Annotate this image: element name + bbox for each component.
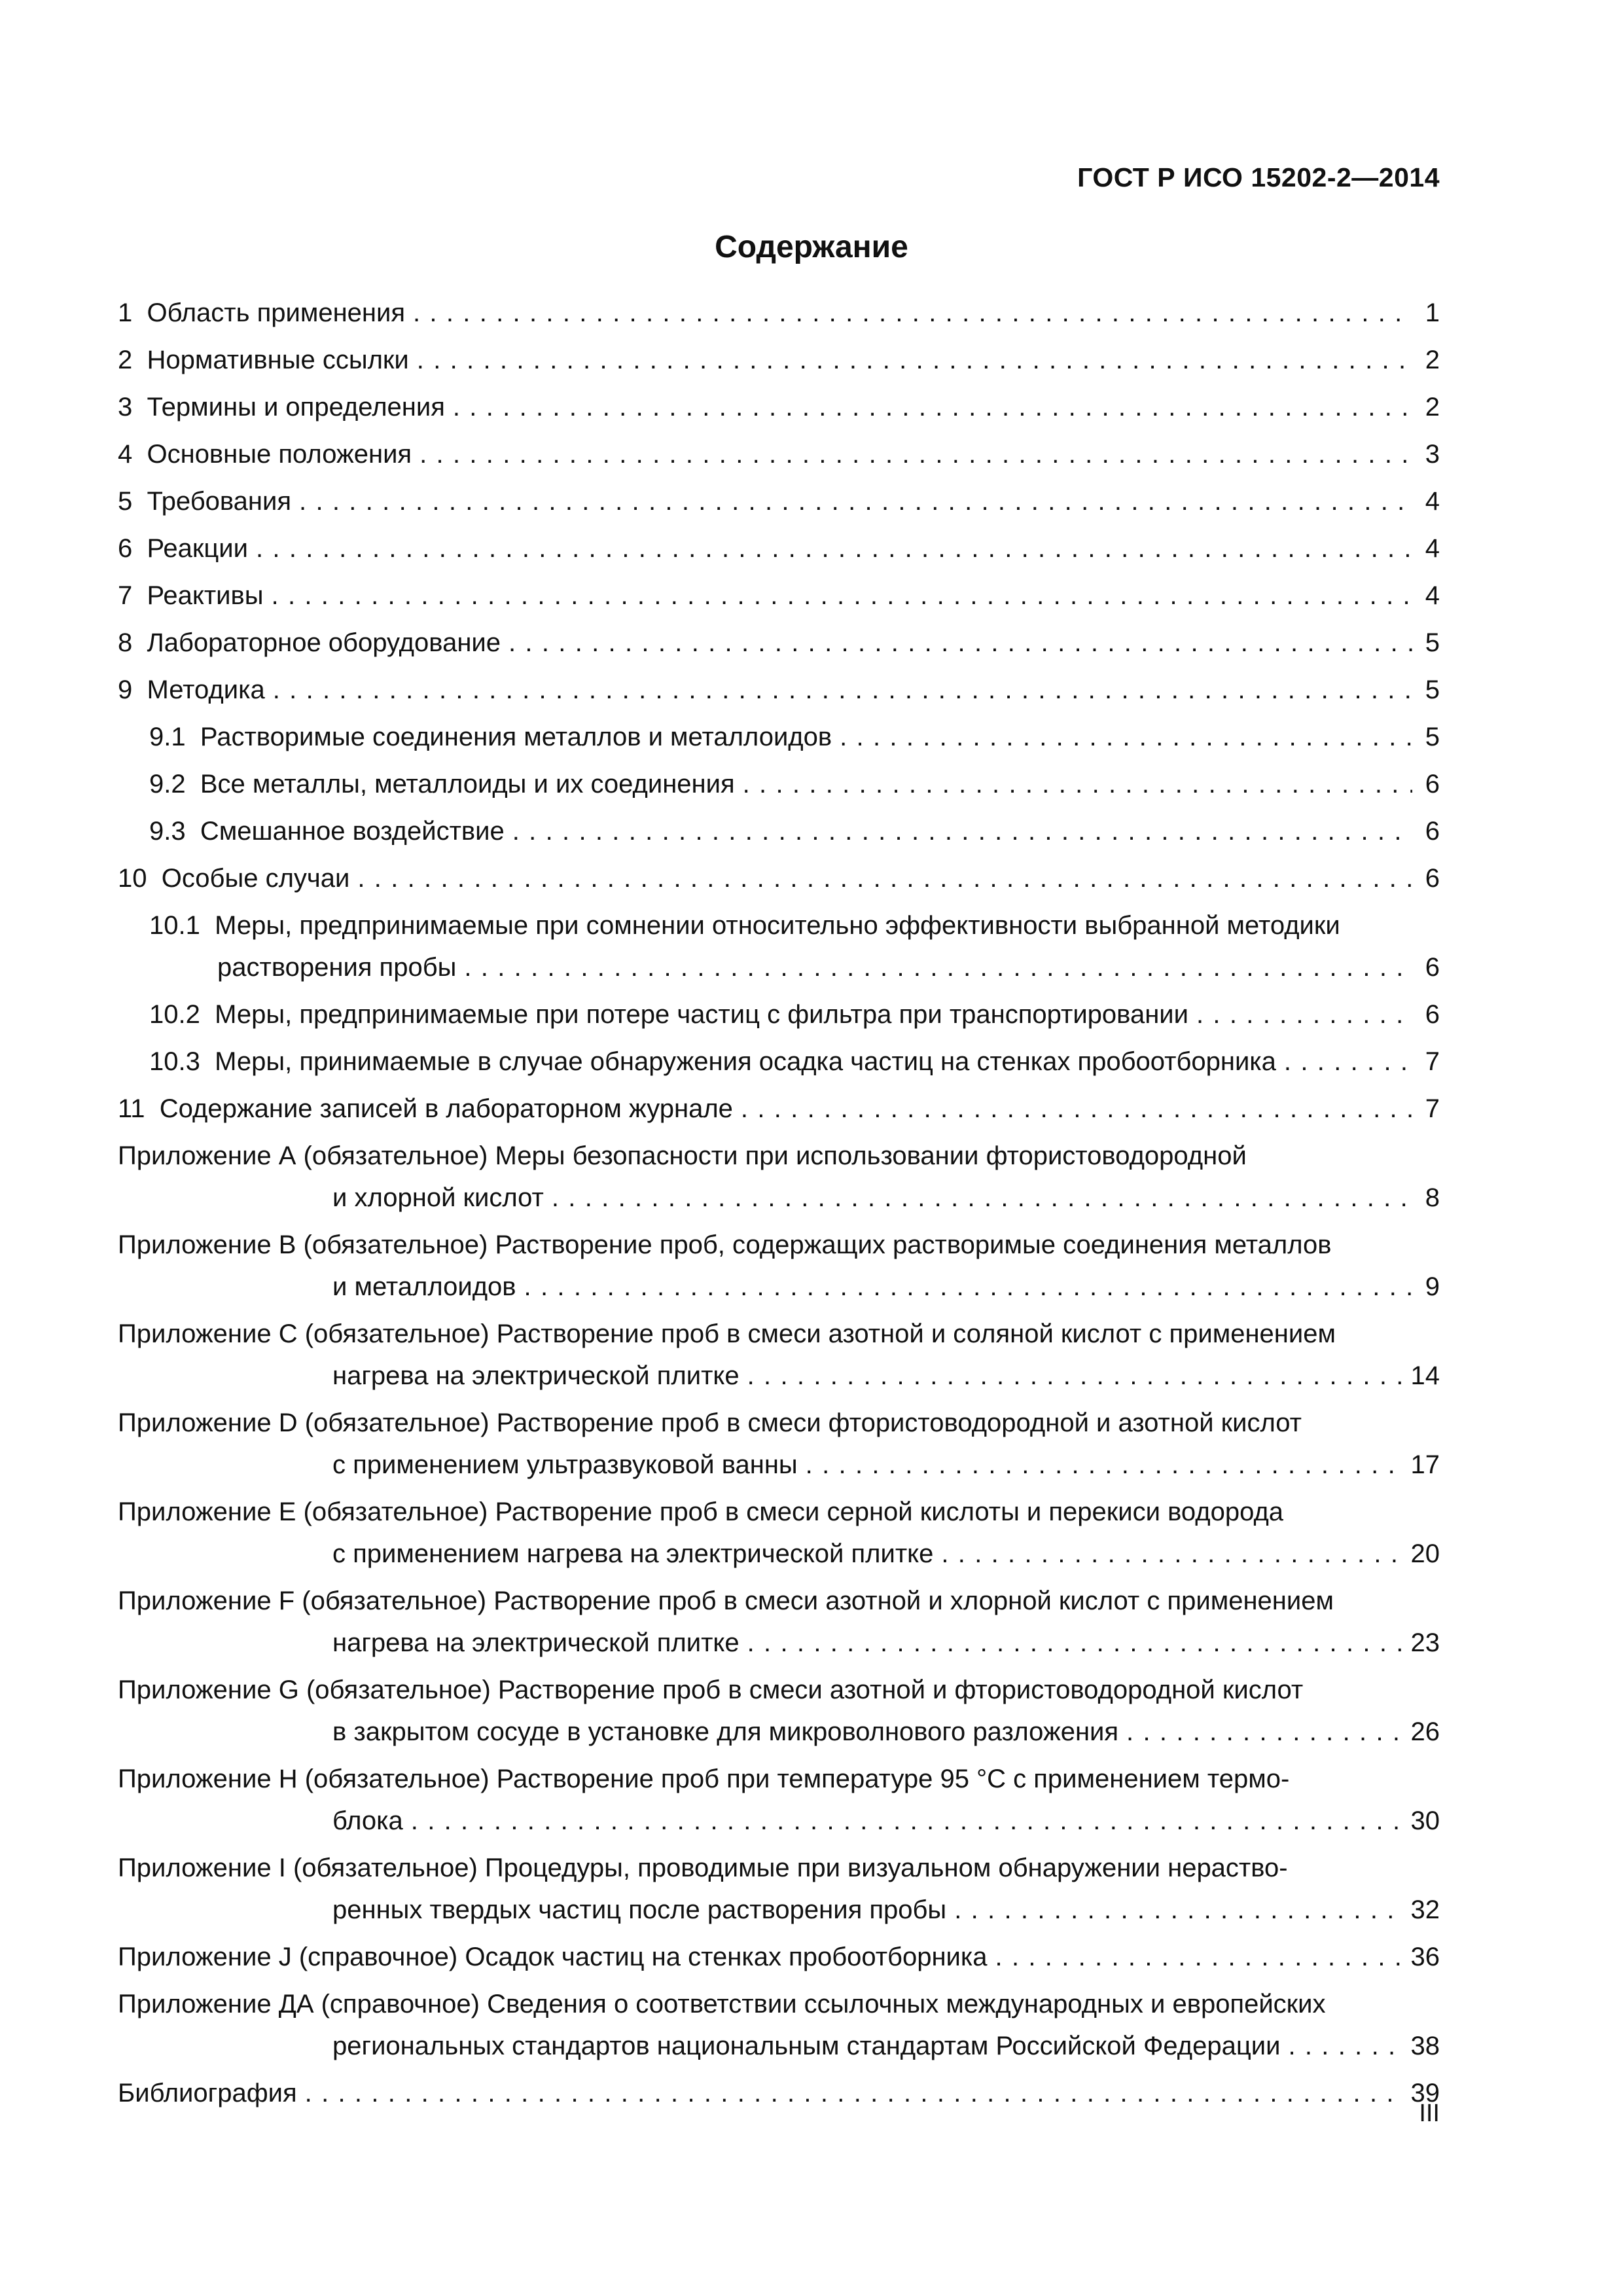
toc-page: 7	[1425, 1094, 1440, 1123]
dot-leader	[453, 392, 1412, 422]
toc-title: Приложение В (обязательное) Растворение проб, содержащих растворимые соединения металлов	[118, 1230, 1332, 1259]
toc-page: 17	[1410, 1450, 1440, 1479]
toc-appendix-f[interactable]	[118, 1586, 1440, 1658]
toc-page: 6	[1425, 953, 1440, 982]
toc-subentry[interactable]	[118, 910, 1440, 982]
toc-number: 9.3	[149, 817, 186, 846]
toc-title: Область применения	[147, 298, 405, 327]
dot-leader	[464, 952, 1412, 982]
toc-number: 10.1	[149, 911, 200, 940]
dot-leader	[743, 769, 1412, 799]
toc-title-continuation: блока	[332, 1806, 403, 1835]
toc-title: Особые случаи	[161, 864, 350, 893]
toc-entry[interactable]	[118, 581, 1440, 611]
toc-title-continuation: ренных твердых частиц после растворения пробы	[332, 1895, 947, 1924]
page-title: Содержание	[715, 230, 908, 264]
dot-leader	[941, 1539, 1402, 1569]
toc-page: 38	[1410, 2032, 1440, 2060]
toc-title: Приложение ДА (справочное) Сведения о соответствии ссылочных международных и европейских	[118, 1990, 1326, 2018]
toc-title: Меры, предпринимаемые при потере частиц с фильтра при транспортировании	[215, 1000, 1188, 1029]
dot-leader	[417, 345, 1412, 375]
toc-number: 10.2	[149, 1000, 200, 1029]
toc-appendix-g[interactable]	[118, 1675, 1440, 1747]
toc-entry[interactable]	[118, 486, 1440, 516]
dot-leader	[273, 675, 1412, 705]
toc-appendix-b[interactable]	[118, 1230, 1440, 1302]
page-number: III	[1419, 2100, 1440, 2127]
toc-number: 3	[118, 393, 133, 422]
dot-leader	[747, 1361, 1403, 1391]
toc-title-continuation: растворения пробы	[217, 953, 457, 982]
dot-leader	[508, 628, 1412, 658]
toc-page: 9	[1425, 1272, 1440, 1301]
toc-appendix-c[interactable]	[118, 1319, 1440, 1391]
toc-title: Реакции	[147, 534, 248, 563]
toc-title: Приложение J (справочное) Осадок частиц на стенках пробоотборника	[118, 1943, 988, 1971]
toc-page: 7	[1425, 1047, 1440, 1076]
toc-title: Меры, предпринимаемые при сомнении относительно эффективности выбранной методики	[215, 911, 1340, 940]
toc-title-continuation: нагрева на электрической плитке	[332, 1628, 740, 1657]
toc-entry[interactable]	[118, 392, 1440, 422]
toc-title-continuation: с применением нагрева на электрической плитке	[332, 1539, 934, 1568]
dot-leader	[524, 1272, 1412, 1302]
toc-title: Реактивы	[147, 581, 264, 610]
toc-title: Требования	[147, 487, 292, 516]
toc-number: 9	[118, 675, 133, 704]
toc-title: Приложение F (обязательное) Растворение проб в смеси азотной и хлорной кислот с применением	[118, 1587, 1334, 1615]
dot-leader	[1284, 1047, 1412, 1077]
toc-entry[interactable]	[118, 1094, 1440, 1124]
toc-title: Смешанное воздействие	[200, 817, 505, 846]
toc-number: 5	[118, 487, 133, 516]
toc-entry[interactable]	[118, 533, 1440, 564]
document-code-header: ГОСТ Р ИСО 15202-2—2014	[1077, 162, 1440, 192]
toc-appendix-e[interactable]	[118, 1497, 1440, 1569]
toc-page: 2	[1425, 393, 1440, 422]
toc-number: 9.1	[149, 723, 186, 751]
toc-title: Приложение С (обязательное) Растворение проб в смеси азотной и соляной кислот с применением	[118, 1319, 1336, 1348]
toc-page: 2	[1425, 346, 1440, 374]
toc-title: Лабораторное оборудование	[147, 628, 501, 657]
toc-subentry[interactable]	[118, 816, 1440, 846]
toc-title: Приложение I (обязательное) Процедуры, проводимые при визуальном обнаружении нераство-	[118, 1854, 1288, 1882]
dot-leader	[741, 1094, 1412, 1124]
dot-leader	[1196, 999, 1412, 1030]
toc-page: 1	[1425, 298, 1440, 327]
toc-entry[interactable]	[118, 628, 1440, 658]
toc-page: 3	[1425, 440, 1440, 469]
toc-title-continuation: и металлоидов	[332, 1272, 516, 1301]
toc-title: Приложение Е (обязательное) Растворение проб в смеси серной кислоты и перекиси водорода	[118, 1498, 1284, 1526]
toc-title-continuation: региональных стандартов национальным стандартам Российской Федерации	[332, 2032, 1281, 2060]
dot-leader	[512, 816, 1412, 846]
toc-page: 4	[1425, 581, 1440, 610]
toc-title: Нормативные ссылки	[147, 346, 409, 374]
toc-bibliography[interactable]	[118, 2078, 1440, 2108]
toc-number: 9.2	[149, 770, 186, 798]
toc-title: Основные положения	[147, 440, 412, 469]
dot-leader	[1126, 1717, 1402, 1747]
toc-number: 2	[118, 346, 133, 374]
toc-number: 8	[118, 628, 133, 657]
toc-page: 6	[1425, 864, 1440, 893]
toc-entry[interactable]	[118, 675, 1440, 705]
toc-entry[interactable]	[118, 298, 1440, 328]
toc-title: Приложение D (обязательное) Растворение проб в смеси фтористоводородной и азотной кислот	[118, 1408, 1302, 1437]
toc-page: 4	[1425, 487, 1440, 516]
dot-leader	[1288, 2031, 1402, 2061]
toc-page: 5	[1425, 628, 1440, 657]
toc-title-continuation: и хлорной кислот	[332, 1183, 544, 1212]
dot-leader	[419, 439, 1412, 469]
toc-title: Приложение А (обязательное) Меры безопасности при использовании фтористоводородной	[118, 1141, 1247, 1170]
toc-page: 5	[1425, 723, 1440, 751]
toc-title: Все металлы, металлоиды и их соединения	[200, 770, 735, 798]
toc-page: 8	[1425, 1183, 1440, 1212]
toc-page: 4	[1425, 534, 1440, 563]
toc-page: 6	[1425, 770, 1440, 798]
toc-title: Приложение G (обязательное) Растворение проб в смеси азотной и фтористоводородной кислот	[118, 1676, 1304, 1704]
toc-title: Содержание записей в лабораторном журнале	[159, 1094, 733, 1123]
toc-title-continuation: с применением ультразвуковой ванны	[332, 1450, 798, 1479]
toc-appendix-a[interactable]	[118, 1141, 1440, 1213]
dot-leader	[552, 1183, 1412, 1213]
toc-subentry[interactable]	[118, 722, 1440, 752]
toc-page: 39	[1410, 2079, 1440, 2108]
toc-subentry[interactable]	[118, 1047, 1440, 1077]
toc-title-continuation: в закрытом сосуде в установке для микроволнового разложения	[332, 1717, 1119, 1746]
dot-leader	[305, 2078, 1403, 2108]
toc-subentry[interactable]	[118, 999, 1440, 1030]
toc-number: 11	[118, 1094, 145, 1123]
toc-title: Методика	[147, 675, 265, 704]
toc-number: 10.3	[149, 1047, 200, 1076]
toc-title: Термины и определения	[147, 393, 445, 422]
toc-page: 14	[1410, 1361, 1440, 1390]
toc-title: Библиография	[118, 2079, 297, 2108]
toc-number: 10	[118, 864, 147, 893]
toc-page: 30	[1410, 1806, 1440, 1835]
toc-number: 6	[118, 534, 133, 563]
toc-entry[interactable]	[118, 345, 1440, 375]
toc-number: 4	[118, 440, 133, 469]
dot-leader	[256, 533, 1412, 564]
toc-title-continuation: нагрева на электрической плитке	[332, 1361, 740, 1390]
toc-page: 6	[1425, 817, 1440, 846]
toc-title: Растворимые соединения металлов и металлоидов	[200, 723, 832, 751]
dot-leader	[357, 863, 1412, 893]
toc-number: 1	[118, 298, 133, 327]
toc-entry[interactable]	[118, 863, 1440, 893]
toc-subentry[interactable]	[118, 769, 1440, 799]
toc-page: 26	[1410, 1717, 1440, 1746]
dot-leader	[806, 1450, 1403, 1480]
toc-title: Приложение Н (обязательное) Растворение проб при температуре 95 °С с применением термо-	[118, 1765, 1290, 1793]
dot-leader	[995, 1942, 1403, 1972]
dot-leader	[954, 1895, 1402, 1925]
toc-page: 20	[1410, 1539, 1440, 1568]
dot-leader	[411, 1806, 1403, 1836]
toc-entry[interactable]	[118, 439, 1440, 469]
toc-page: 23	[1410, 1628, 1440, 1657]
toc-title: Меры, принимаемые в случае обнаружения осадка частиц на стенках пробоотборника	[215, 1047, 1276, 1076]
dot-leader	[272, 581, 1412, 611]
dot-leader	[413, 298, 1412, 328]
table-of-contents	[118, 298, 1440, 2125]
toc-page: 6	[1425, 1000, 1440, 1029]
toc-appendix-j[interactable]	[118, 1942, 1440, 1972]
toc-appendix-i[interactable]	[118, 1853, 1440, 1925]
dot-leader	[299, 486, 1412, 516]
toc-page: 32	[1410, 1895, 1440, 1924]
toc-appendix-da[interactable]	[118, 1989, 1440, 2061]
toc-appendix-d[interactable]	[118, 1408, 1440, 1480]
toc-page: 5	[1425, 675, 1440, 704]
dot-leader	[840, 722, 1412, 752]
toc-appendix-h[interactable]	[118, 1764, 1440, 1836]
toc-page: 36	[1410, 1943, 1440, 1971]
dot-leader	[747, 1628, 1403, 1658]
toc-number: 7	[118, 581, 133, 610]
